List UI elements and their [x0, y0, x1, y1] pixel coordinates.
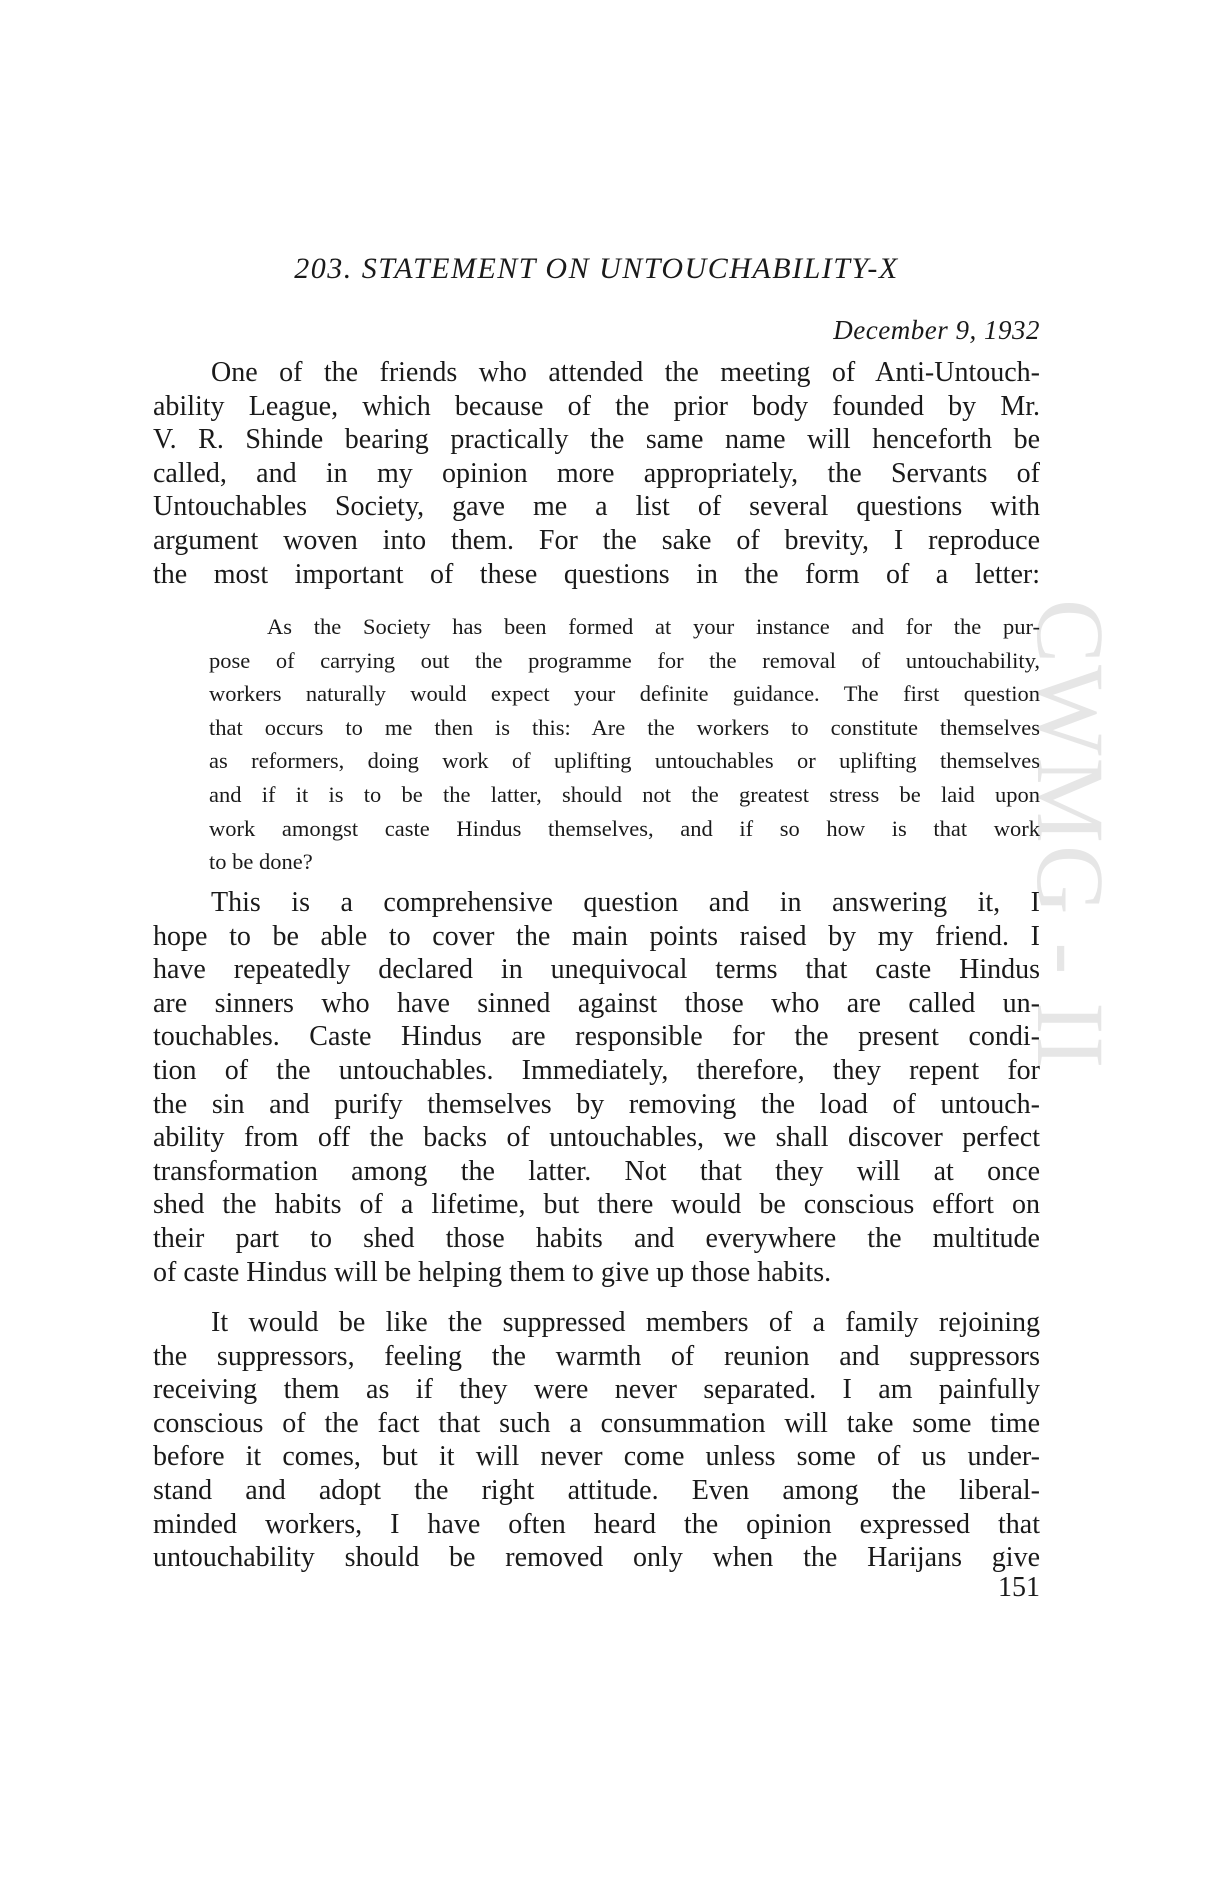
quote-line: to be done?: [209, 849, 313, 875]
quote-line: workers naturally would expect your definite guidance. The first question: [209, 681, 1040, 707]
paragraph-1: [153, 356, 1040, 591]
quote-line: As the Society has been formed at your instance and for the pur-: [267, 614, 1040, 639]
text-line: V. R. Shinde bearing practically the same name will henceforth be: [153, 424, 1040, 456]
text-line: stand and adopt the right attitude. Even among the liberal-: [153, 1474, 1040, 1506]
text-line: argument woven into them. For the sake of brevity, I reproduce: [153, 524, 1040, 556]
quote-line: pose of carrying out the programme for the removal of untouchability,: [209, 647, 1040, 673]
text-line: One of the friends who attended the meeting of Anti-Untouch-: [211, 357, 1040, 388]
text-line: untouchability should be removed only when the Harijans give: [153, 1542, 1040, 1574]
watermark: CWMG - II: [1017, 599, 1124, 1071]
text-line: This is a comprehensive question and in answering it, I: [211, 887, 1040, 918]
paragraph-3: [153, 1306, 1040, 1575]
page-number: 151: [998, 1572, 1040, 1603]
text-line: touchables. Caste Hindus are responsible for the present condi-: [153, 1021, 1040, 1053]
text-line: their part to shed those habits and everywhere the multitude: [153, 1222, 1040, 1254]
text-line: conscious of the fact that such a consummation will take some time: [153, 1407, 1040, 1439]
text-line: the sin and purify themselves by removing the load of untouch-: [153, 1088, 1040, 1120]
text-line: tion of the untouchables. Immediately, therefore, they repent for: [153, 1054, 1040, 1086]
text-line: Untouchables Society, gave me a list of several questions with: [153, 491, 1040, 523]
text-line: hope to be able to cover the main points raised by my friend. I: [153, 920, 1040, 952]
quote-line: as reformers, doing work of uplifting untouchables or uplifting themselves: [209, 748, 1040, 774]
text-line: transformation among the latter. Not that they will at once: [153, 1155, 1040, 1187]
text-line: ability from off the backs of untouchables, we shall discover perfect: [153, 1122, 1040, 1154]
text-line: It would be like the suppressed members of a family rejoining: [211, 1307, 1040, 1338]
text-line: shed the habits of a lifetime, but there would be conscious effort on: [153, 1189, 1040, 1221]
section-heading: 203. STATEMENT ON UNTOUCHABILITY-X: [294, 252, 899, 285]
text-line: are sinners who have sinned against those who are called un-: [153, 987, 1040, 1019]
quote-line: that occurs to me then is this: Are the workers to constitute themselves: [209, 714, 1040, 740]
document-page: [153, 0, 1040, 1890]
text-line: the suppressors, feeling the warmth of reunion and suppressors: [153, 1340, 1040, 1372]
text-line: before it comes, but it will never come unless some of us under-: [153, 1441, 1040, 1473]
text-line: ability League, which because of the prior body founded by Mr.: [153, 390, 1040, 422]
document-date: December 9, 1932: [833, 315, 1040, 345]
text-line: have repeatedly declared in unequivocal terms that caste Hindus: [153, 954, 1040, 986]
text-line: receiving them as if they were never separated. I am painfully: [153, 1374, 1040, 1406]
quoted-letter: [209, 610, 1040, 879]
text-line: of caste Hindus will be helping them to give up those habits.: [153, 1256, 832, 1288]
text-line: the most important of these questions in the form of a letter:: [153, 558, 1040, 590]
text-line: minded workers, I have often heard the opinion expressed that: [153, 1508, 1040, 1540]
quote-line: work amongst caste Hindus themselves, and if so how is that work: [209, 815, 1040, 841]
paragraph-2: [153, 886, 1040, 1289]
text-line: called, and in my opinion more appropriately, the Servants of: [153, 457, 1040, 489]
quote-line: and if it is to be the latter, should not the greatest stress be laid upon: [209, 781, 1040, 807]
